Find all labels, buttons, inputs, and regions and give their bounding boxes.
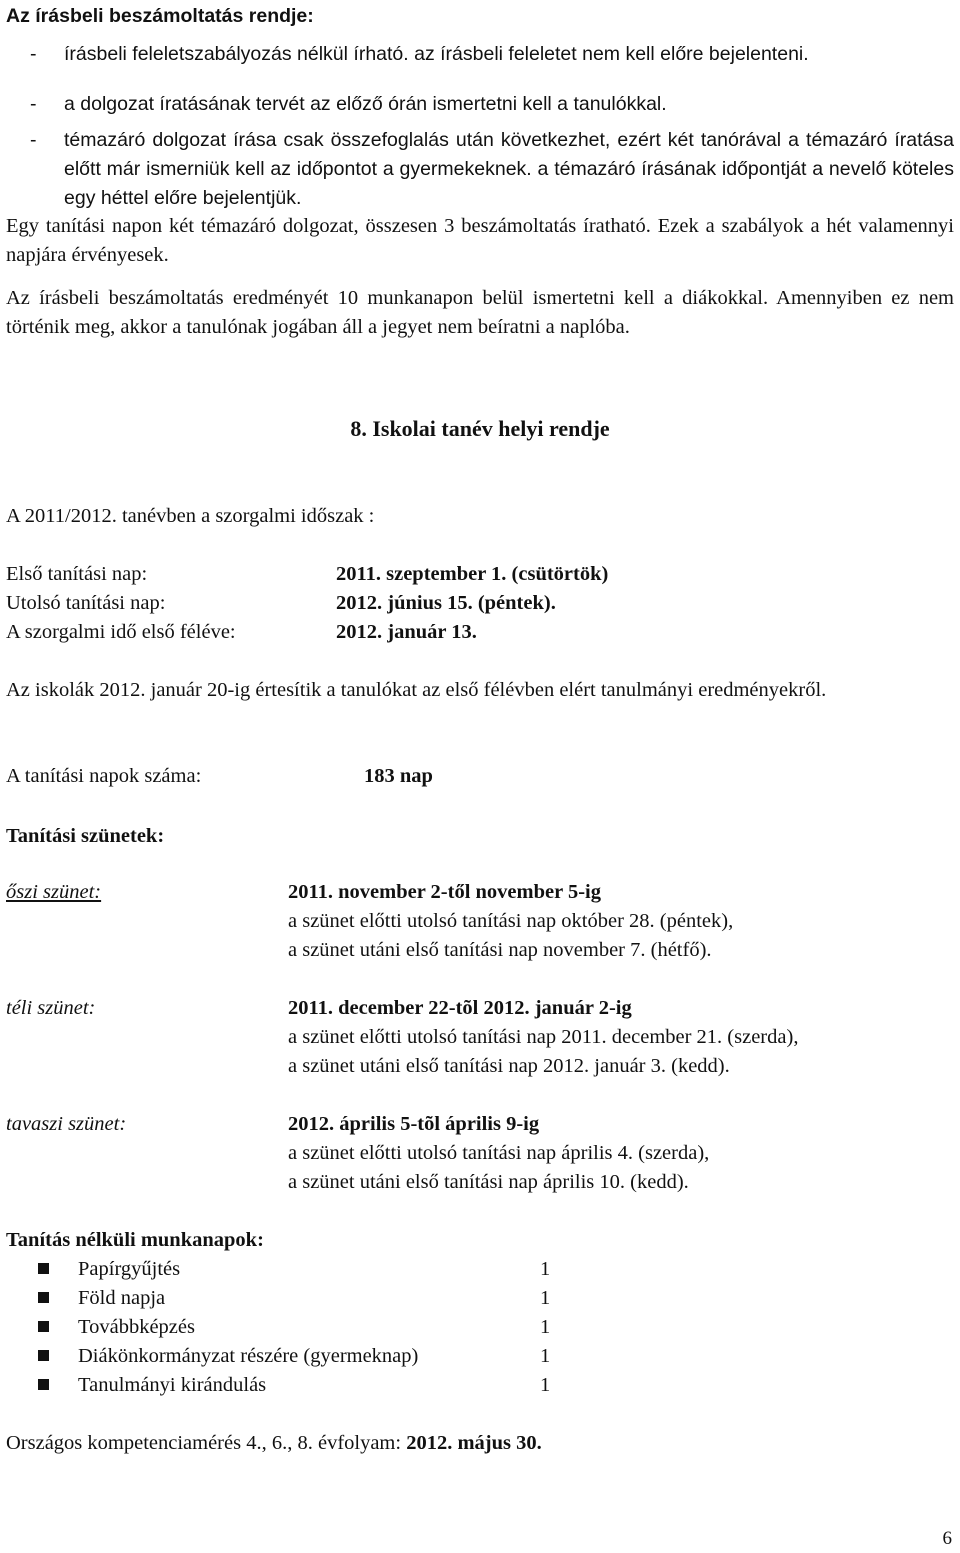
rules-list: [6, 40, 954, 69]
workday-count: 1: [540, 1374, 551, 1396]
workday-count: 1: [540, 1258, 551, 1280]
workday-label: Papírgyűjtés: [78, 1258, 181, 1280]
teaching-days-value: 183 nap: [364, 765, 433, 787]
square-bullet-icon: [38, 1321, 49, 1332]
breaks-heading: Tanítási szünetek:: [6, 825, 165, 847]
rule-text: témazáró dolgozat írása csak összefoglalás után következhet, ezért két tanórával a témazáró íratása előtt már ismerniük kell az időpontot a gyermekeknek. a témazáró írásának időpontját a nevelő köteles egy héttel előre bejelentjük.: [64, 129, 954, 209]
break-range: 2011. december 22-tõl 2012. január 2-ig: [288, 997, 632, 1019]
rules-list-3: [6, 126, 954, 213]
competency-label: Országos kompetenciamérés 4., 6., 8. évfolyam:: [6, 1432, 402, 1454]
break-first-day: a szünet utáni első tanítási nap november 7. (hétfő).: [288, 939, 712, 961]
square-bullet-icon: [38, 1350, 49, 1361]
workday-count: 1: [540, 1316, 551, 1338]
rule-text: a dolgozat íratásának tervét az előző órán ismertetni kell a tanulókkal.: [64, 93, 667, 115]
break-name-spring: tavaszi szünet:: [6, 1113, 127, 1135]
teaching-days-label: A tanítási napok száma:: [6, 765, 202, 787]
workday-label: Föld napja: [78, 1287, 166, 1309]
page-number: 6: [942, 1528, 952, 1549]
square-bullet-icon: [38, 1263, 49, 1274]
key-date-label: Első tanítási nap:: [6, 563, 148, 585]
workdays-heading: Tanítás nélküli munkanapok:: [6, 1229, 264, 1251]
period-intro: A 2011/2012. tanévben a szorgalmi időszak :: [6, 505, 375, 527]
workday-count: 1: [540, 1345, 551, 1367]
competency-line: [6, 1429, 542, 1458]
rule-item: [6, 126, 954, 213]
square-bullet-icon: [38, 1292, 49, 1303]
key-date-value: 2012. június 15. (péntek).: [336, 592, 556, 614]
break-range: 2011. november 2-től november 5-ig: [288, 881, 601, 903]
workday-label: Továbbképzés: [78, 1316, 195, 1338]
workday-count: 1: [540, 1287, 551, 1309]
break-last-day: a szünet előtti utolsó tanítási nap 2011. december 21. (szerda),: [288, 1026, 799, 1048]
list-dash: -: [30, 43, 37, 65]
competency-date: 2012. május 30.: [406, 1432, 542, 1454]
break-name-winter: téli szünet:: [6, 997, 96, 1019]
rules-list-2: [6, 90, 954, 119]
rule-item: [6, 40, 954, 69]
section-title: Az írásbeli beszámoltatás rendje:: [6, 5, 314, 27]
chapter-heading: 8. Iskolai tanév helyi rendje: [350, 416, 610, 441]
key-date-label: Utolsó tanítási nap:: [6, 592, 166, 614]
paragraph-exam-limits: Egy tanítási napon két témazáró dolgozat, összesen 3 beszámoltatás íratható. Ezek a szabályok a hét valamennyi napjára érvényesek.: [6, 215, 954, 266]
key-date-value: 2012. január 13.: [336, 621, 477, 643]
break-last-day: a szünet előtti utolsó tanítási nap április 4. (szerda),: [288, 1142, 710, 1164]
list-dash: -: [30, 93, 37, 115]
break-last-day: a szünet előtti utolsó tanítási nap október 28. (péntek),: [288, 910, 734, 932]
list-dash: -: [30, 129, 37, 151]
workday-label: Diákönkormányzat részére (gyermeknap): [78, 1345, 419, 1367]
break-name-autumn: őszi szünet:: [6, 881, 102, 903]
rule-item: [6, 90, 954, 119]
square-bullet-icon: [38, 1379, 49, 1390]
break-first-day: a szünet utáni első tanítási nap 2012. január 3. (kedd).: [288, 1055, 730, 1077]
workday-label: Tanulmányi kirándulás: [78, 1374, 267, 1396]
report-note: Az iskolák 2012. január 20-ig értesítik a tanulókat az első félévben elért tanulmányi eredményekről.: [6, 679, 827, 701]
paragraph-results: Az írásbeli beszámoltatás eredményét 10 munkanapon belül ismertetni kell a diákokkal. Amennyiben ez nem történik meg, akkor a tanulónak jogában áll a jegyet nem beíratni a naplóba.: [6, 287, 954, 338]
break-first-day: a szünet utáni első tanítási nap április 10. (kedd).: [288, 1171, 689, 1193]
key-date-value: 2011. szeptember 1. (csütörtök): [336, 563, 609, 585]
break-range: 2012. április 5-tõl április 9-ig: [288, 1113, 540, 1135]
key-date-label: A szorgalmi idő első féléve:: [6, 621, 236, 643]
rule-text: írásbeli feleletszabályozás nélkül írható. az írásbeli feleletet nem kell előre bejelenteni.: [64, 43, 809, 65]
